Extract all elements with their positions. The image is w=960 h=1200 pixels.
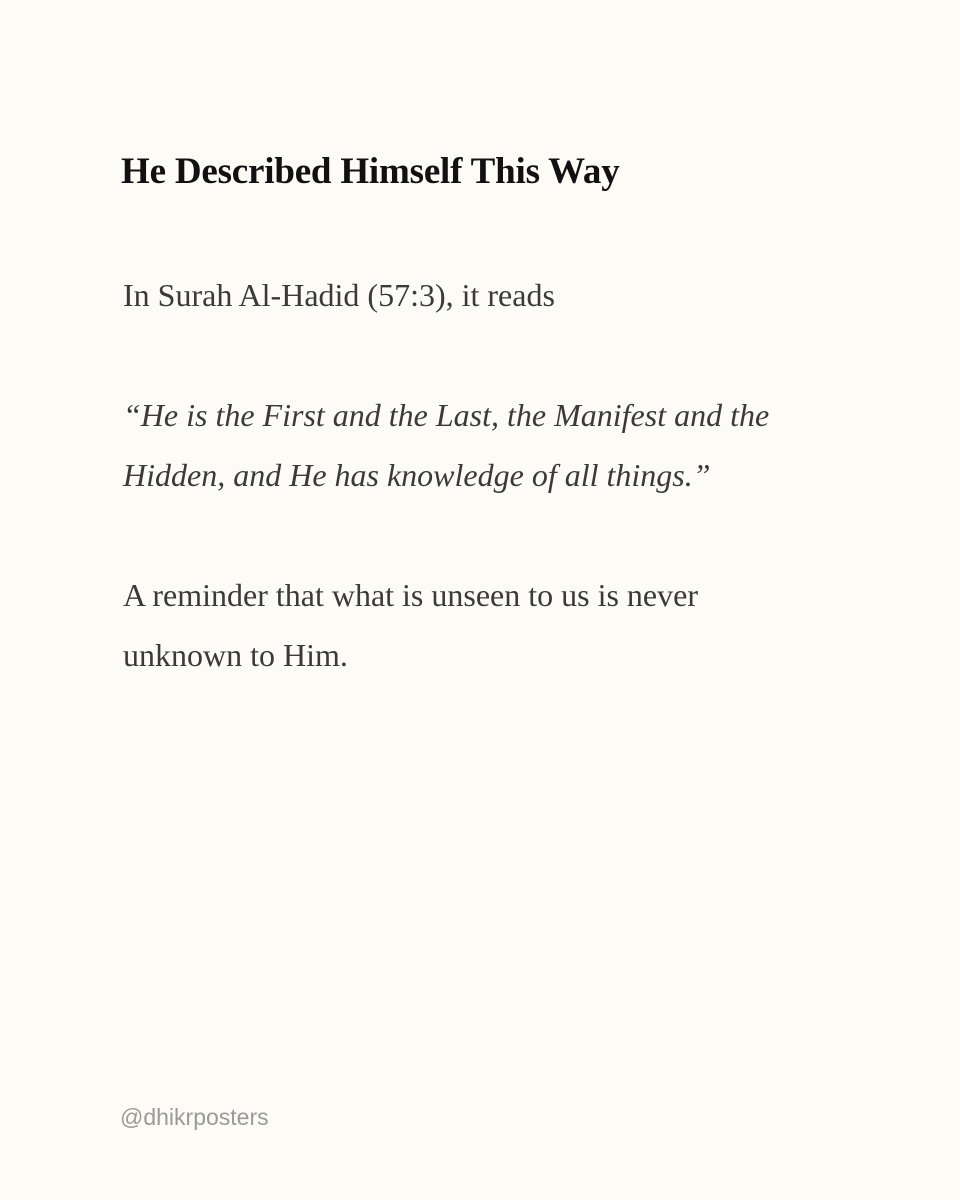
reminder-text: A reminder that what is unseen to us is never unknown to Him. xyxy=(123,577,698,673)
quote-text: “He is the First and the Last, the Manifest and the Hidden, and He has knowledge of all things.” xyxy=(123,397,770,493)
poster-title: He Described Himself This Way xyxy=(121,151,620,192)
social-handle: @dhikrposters xyxy=(120,1104,269,1130)
intro-text: In Surah Al-Hadid (57:3), it reads xyxy=(123,277,555,313)
